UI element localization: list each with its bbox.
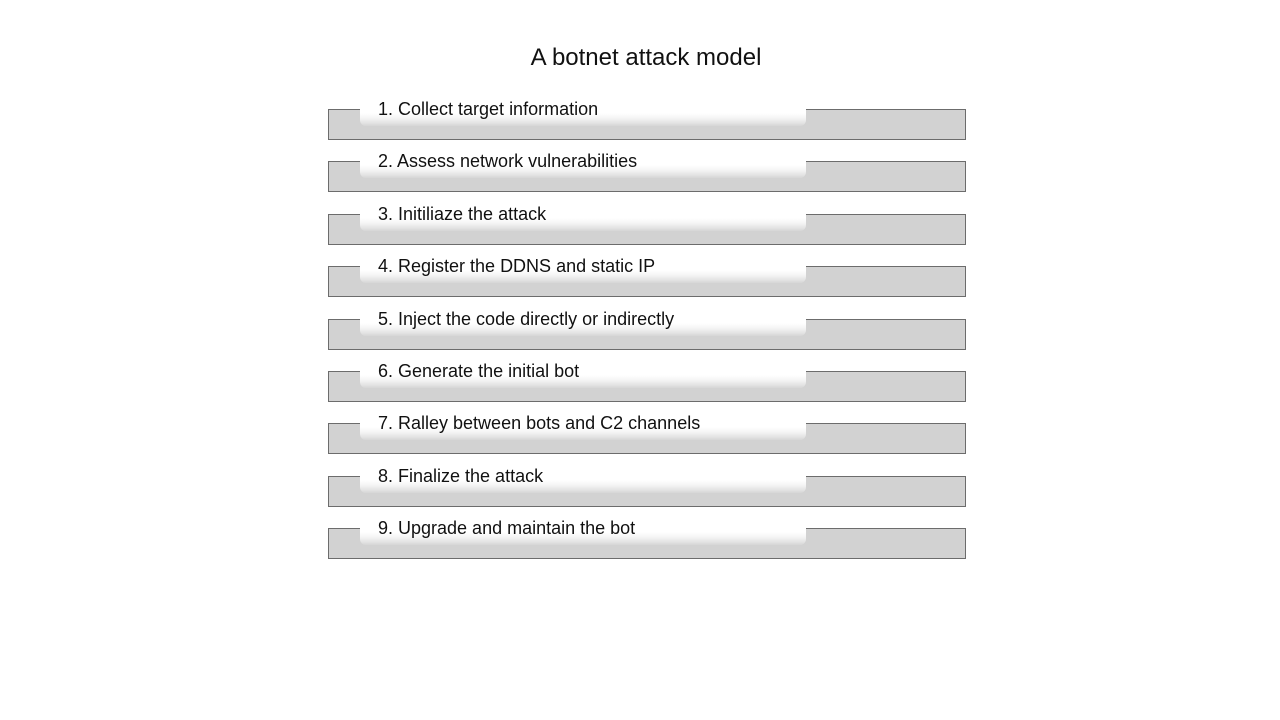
step-9	[328, 515, 966, 567]
step-2-label: 2. Assess network vulnerabilities	[378, 151, 638, 172]
step-1	[328, 96, 966, 148]
step-7-label: 7. Ralley between bots and C2 channels	[378, 413, 701, 434]
step-4-label-box	[360, 253, 806, 283]
step-1-label-box	[360, 96, 806, 126]
step-6-label: 6. Generate the initial bot	[378, 360, 580, 381]
step-2	[328, 148, 966, 200]
step-3-label-box	[360, 201, 806, 231]
step-8	[328, 463, 966, 515]
step-2-label-box	[360, 148, 806, 178]
step-6-label-box	[360, 358, 806, 388]
step-8-label-box	[360, 463, 806, 493]
step-7-label-box	[360, 410, 806, 440]
step-5	[328, 306, 966, 358]
step-5-label: 5. Inject the code directly or indirectly	[378, 308, 675, 329]
diagram-title: A botnet attack model	[530, 44, 762, 71]
step-3-label: 3. Initiliaze the attack	[378, 203, 547, 224]
step-4-label: 4. Register the DDNS and static IP	[378, 256, 656, 277]
step-3	[328, 201, 966, 253]
step-1-label: 1. Collect target information	[378, 99, 599, 119]
step-5-label-box	[360, 306, 806, 336]
step-8-label: 8. Finalize the attack	[378, 465, 544, 486]
step-4	[328, 253, 966, 305]
step-7	[328, 410, 966, 462]
step-9-label-box	[360, 515, 806, 545]
steps-list	[328, 96, 966, 568]
step-6	[328, 358, 966, 410]
step-9-label: 9. Upgrade and maintain the bot	[378, 518, 636, 539]
